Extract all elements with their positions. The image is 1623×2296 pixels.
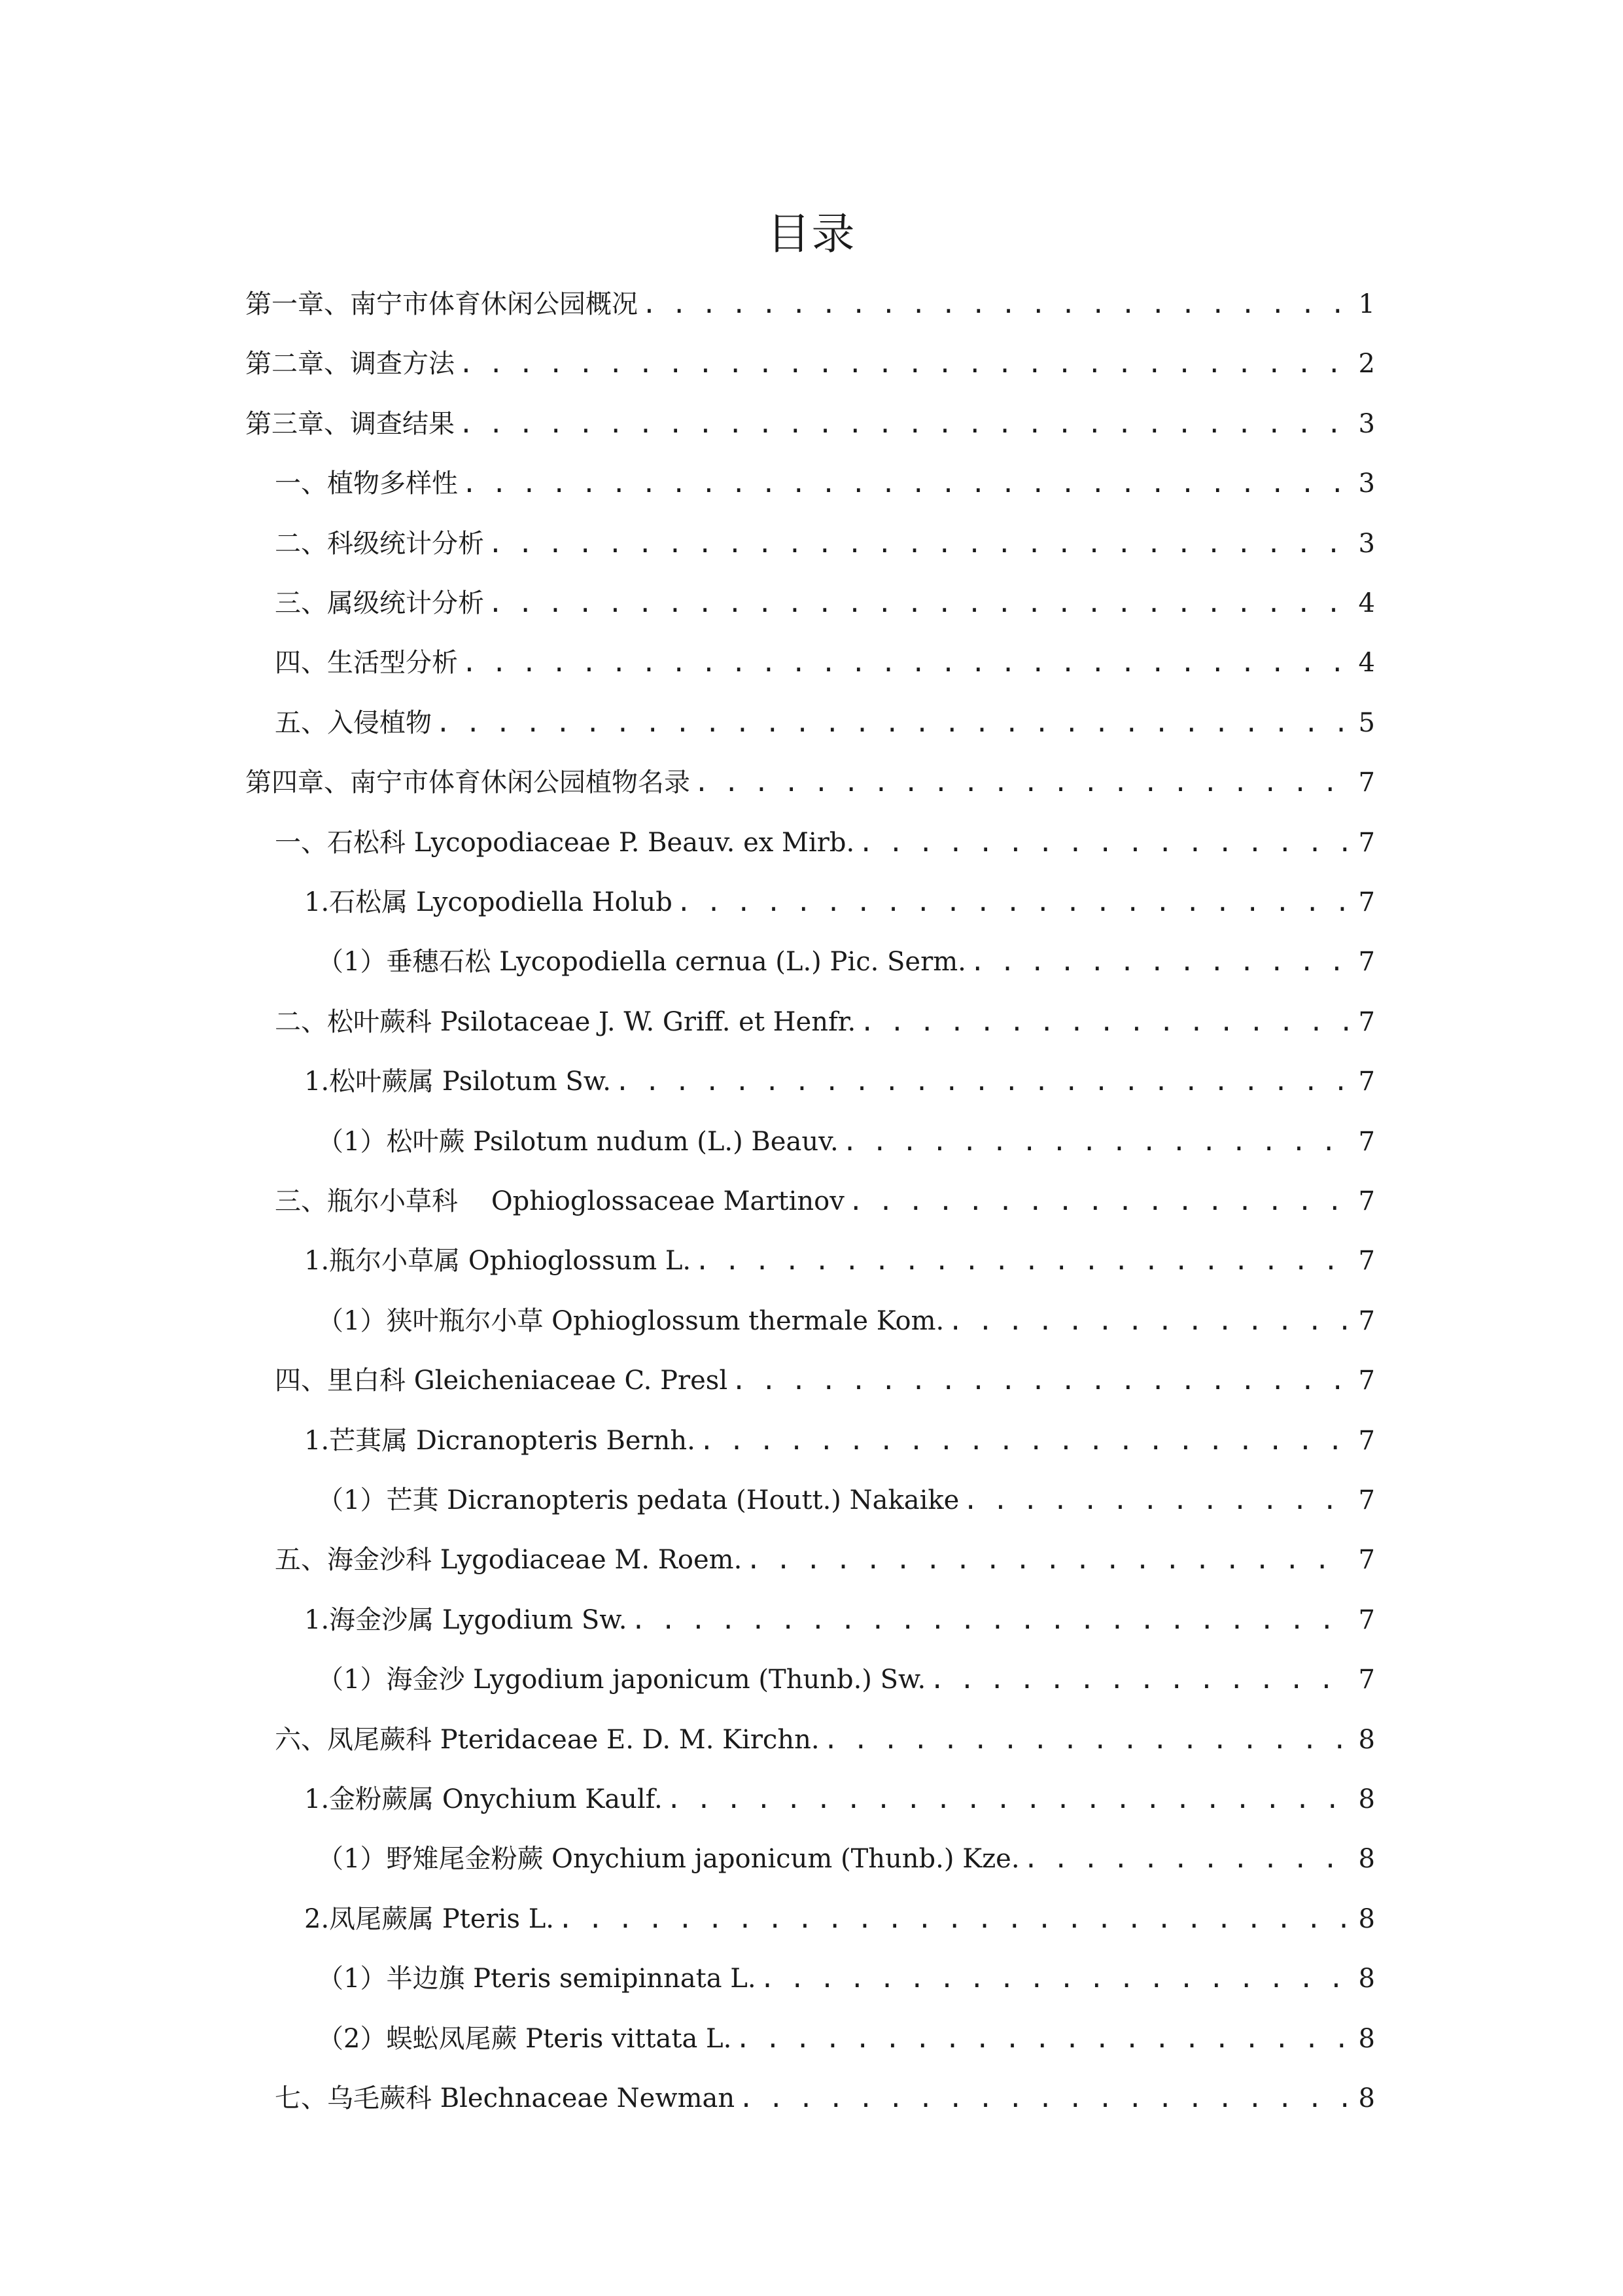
toc-dot-leader <box>858 826 1349 859</box>
toc-dot-leader <box>746 1544 1349 1576</box>
toc-page-number: 3 <box>1358 408 1375 439</box>
toc-dot-leader <box>436 707 1349 739</box>
toc-entry-title: 第一章、南宁市体育休闲公园概况 <box>245 289 638 319</box>
toc-page-number: 8 <box>1358 2083 1375 2113</box>
toc-entry-title: 二、松叶蕨科 Psilotaceae J. W. Griff. et Henfr. <box>275 1006 856 1037</box>
toc-page-number: 7 <box>1358 827 1375 858</box>
toc-entry-title: 六、凤尾蕨科 Pteridaceae E. D. M. Kirchn. <box>275 1724 820 1755</box>
toc-dot-leader <box>699 1424 1349 1457</box>
toc-dot-leader <box>739 2082 1349 2115</box>
toc-dot-leader <box>948 1305 1349 1337</box>
toc-entry-title: （1）芒萁 Dicranopteris pedata (Houtt.) Nakaike <box>317 1485 960 1515</box>
toc-entry[interactable] <box>275 1717 1375 1756</box>
toc-dot-leader <box>462 646 1349 679</box>
toc-entry[interactable] <box>275 999 1375 1038</box>
toc-page-number: 7 <box>1358 887 1375 917</box>
toc-entry[interactable] <box>275 1537 1375 1576</box>
toc-page-number: 7 <box>1358 1425 1375 1456</box>
toc-entry-title: 三、属级统计分析 <box>275 588 484 618</box>
toc-page-number: 7 <box>1358 1186 1375 1216</box>
toc-dot-leader <box>824 1723 1349 1756</box>
toc-entry[interactable] <box>275 700 1375 739</box>
toc-entry[interactable] <box>317 939 1375 978</box>
toc-page-number: 7 <box>1358 1006 1375 1037</box>
toc-entry-title: （1）海金沙 Lygodium japonicum (Thunb.) Sw. <box>317 1665 926 1695</box>
toc-page-number: 7 <box>1358 1366 1375 1396</box>
toc-entry[interactable] <box>304 879 1375 919</box>
toc-entry-title: （1）野雉尾金粉蕨 Onychium japonicum (Thunb.) Kze. <box>317 1844 1020 1875</box>
toc-entry[interactable] <box>275 461 1375 500</box>
toc-entry[interactable] <box>275 1178 1375 1218</box>
toc-entry-title: 五、海金沙科 Lygodiaceae M. Roem. <box>275 1545 742 1576</box>
toc-dot-leader <box>970 945 1349 978</box>
toc-page-number: 8 <box>1358 1844 1375 1875</box>
toc-dot-leader <box>731 1364 1349 1397</box>
toc-entry-title: （1）半边旗 Pteris semipinnata L. <box>317 1964 756 1994</box>
toc-entry-title: （1）垂穗石松 Lycopodiella cernua (L.) Pic. Serm. <box>317 947 966 978</box>
toc-dot-leader <box>963 1484 1349 1517</box>
toc-dot-leader <box>488 527 1349 560</box>
toc-entry[interactable] <box>275 1358 1375 1397</box>
toc-page-number: 8 <box>1358 2023 1375 2054</box>
toc-dot-leader <box>930 1663 1349 1696</box>
toc-dot-leader <box>676 886 1349 919</box>
toc-entry[interactable] <box>317 1477 1375 1517</box>
toc-dot-leader <box>667 1783 1349 1816</box>
toc-page-number: 7 <box>1358 1485 1375 1515</box>
toc-entry[interactable] <box>304 1059 1375 1098</box>
toc-entry[interactable] <box>304 1238 1375 1277</box>
toc-entry[interactable] <box>317 1836 1375 1875</box>
toc-dot-leader <box>760 1962 1349 1995</box>
toc-entry-title: 第二章、调查方法 <box>245 349 455 380</box>
toc-dot-leader <box>459 408 1349 440</box>
toc-entry-title: 第四章、南宁市体育休闲公园植物名录 <box>245 768 690 798</box>
toc-entry[interactable] <box>275 2075 1375 2115</box>
toc-entry[interactable] <box>275 521 1375 560</box>
toc-page-number: 7 <box>1358 1126 1375 1157</box>
toc-entry-title: （1）狭叶瓶尔小草 Ophioglossum thermale Kom. <box>317 1305 945 1336</box>
toc-page-number: 4 <box>1358 588 1375 618</box>
toc-entry-title: 五、入侵植物 <box>275 707 432 738</box>
toc-page-number: 5 <box>1358 707 1375 738</box>
toc-entry-title: 1.石松属 Lycopodiella Holub <box>304 887 672 917</box>
toc-entry-title: 2.凤尾蕨属 Pteris L. <box>304 1903 554 1934</box>
toc-page-number: 7 <box>1358 1246 1375 1277</box>
toc-page-number: 3 <box>1358 468 1375 499</box>
toc-entry-title: 一、石松科 Lycopodiaceae P. Beauv. ex Mirb. <box>275 827 855 858</box>
page-title: 目录 <box>767 209 856 259</box>
toc-dot-leader <box>462 467 1349 500</box>
toc-page-number: 7 <box>1358 768 1375 798</box>
toc-entry-title: 一、植物多样性 <box>275 468 458 499</box>
toc-entry[interactable] <box>245 760 1375 799</box>
toc-dot-leader <box>615 1065 1349 1098</box>
toc-entry-title: 四、里白科 Gleicheniaceae C. Presl <box>275 1366 728 1396</box>
toc-entry-title: 四、生活型分析 <box>275 648 458 679</box>
toc-page-number: 7 <box>1358 947 1375 978</box>
toc-page-number: 2 <box>1358 349 1375 380</box>
toc-dot-leader <box>695 1245 1349 1277</box>
toc-entry[interactable] <box>275 820 1375 859</box>
toc-entry-title: 第三章、调查结果 <box>245 408 455 439</box>
toc-entry[interactable] <box>245 341 1375 380</box>
toc-page-number: 7 <box>1358 1067 1375 1097</box>
toc-entry-title: 1.金粉蕨属 Onychium Kaulf. <box>304 1784 663 1814</box>
toc-dot-leader <box>558 1903 1349 1935</box>
toc-dot-leader <box>459 347 1349 380</box>
toc-entry-title: 1.芒萁属 Dicranopteris Bernh. <box>304 1425 695 1456</box>
toc-page-number: 7 <box>1358 1305 1375 1336</box>
toc-page-number: 3 <box>1358 528 1375 559</box>
toc-entry-title: 七、乌毛蕨科 Blechnaceae Newman <box>275 2083 735 2113</box>
toc-entry[interactable] <box>245 281 1375 321</box>
toc-entry-title: 1.瓶尔小草属 Ophioglossum L. <box>304 1246 691 1277</box>
toc-page-number: 4 <box>1358 648 1375 679</box>
toc-entry[interactable] <box>317 1956 1375 1995</box>
toc-dot-leader <box>631 1604 1349 1636</box>
toc-entry-title: （2）蜈蚣凤尾蕨 Pteris vittata L. <box>317 2023 732 2054</box>
toc-entry[interactable] <box>304 1418 1375 1457</box>
toc-entry[interactable] <box>245 401 1375 440</box>
toc-entry-title: 二、科级统计分析 <box>275 528 484 559</box>
toc-dot-leader <box>694 766 1349 799</box>
toc-page-number: 8 <box>1358 1964 1375 1994</box>
toc-entry[interactable] <box>317 2016 1375 2055</box>
toc-dot-leader <box>1024 1843 1349 1875</box>
toc-page-number: 8 <box>1358 1784 1375 1814</box>
toc-dot-leader <box>642 288 1349 321</box>
toc-page-number: 7 <box>1358 1665 1375 1695</box>
toc-entry[interactable] <box>317 1657 1375 1696</box>
toc-page-number: 1 <box>1358 289 1375 319</box>
toc-page-number: 8 <box>1358 1724 1375 1755</box>
toc-page-number: 7 <box>1358 1604 1375 1635</box>
toc-page-number: 7 <box>1358 1545 1375 1576</box>
toc-dot-leader <box>735 2022 1349 2055</box>
toc-entry[interactable] <box>275 640 1375 679</box>
toc-entry[interactable] <box>304 1597 1375 1636</box>
toc-entry[interactable] <box>304 1896 1375 1935</box>
toc-entry[interactable] <box>304 1776 1375 1816</box>
toc-dot-leader <box>848 1185 1349 1218</box>
toc-entry-title: 1.松叶蕨属 Psilotum Sw. <box>304 1067 612 1097</box>
toc-dot-leader <box>488 587 1349 620</box>
toc-entry[interactable] <box>317 1119 1375 1158</box>
toc-entry-title: 三、瓶尔小草科 Ophioglossaceae Martinov <box>275 1186 845 1216</box>
toc-entry[interactable] <box>275 580 1375 620</box>
toc-page-number: 8 <box>1358 1903 1375 1934</box>
toc-dot-leader <box>860 1006 1349 1038</box>
toc-entry-title: 1.海金沙属 Lygodium Sw. <box>304 1604 627 1635</box>
toc-entry-title: （1）松叶蕨 Psilotum nudum (L.) Beauv. <box>317 1126 839 1157</box>
toc-dot-leader <box>843 1125 1349 1158</box>
toc-entry[interactable] <box>317 1298 1375 1337</box>
